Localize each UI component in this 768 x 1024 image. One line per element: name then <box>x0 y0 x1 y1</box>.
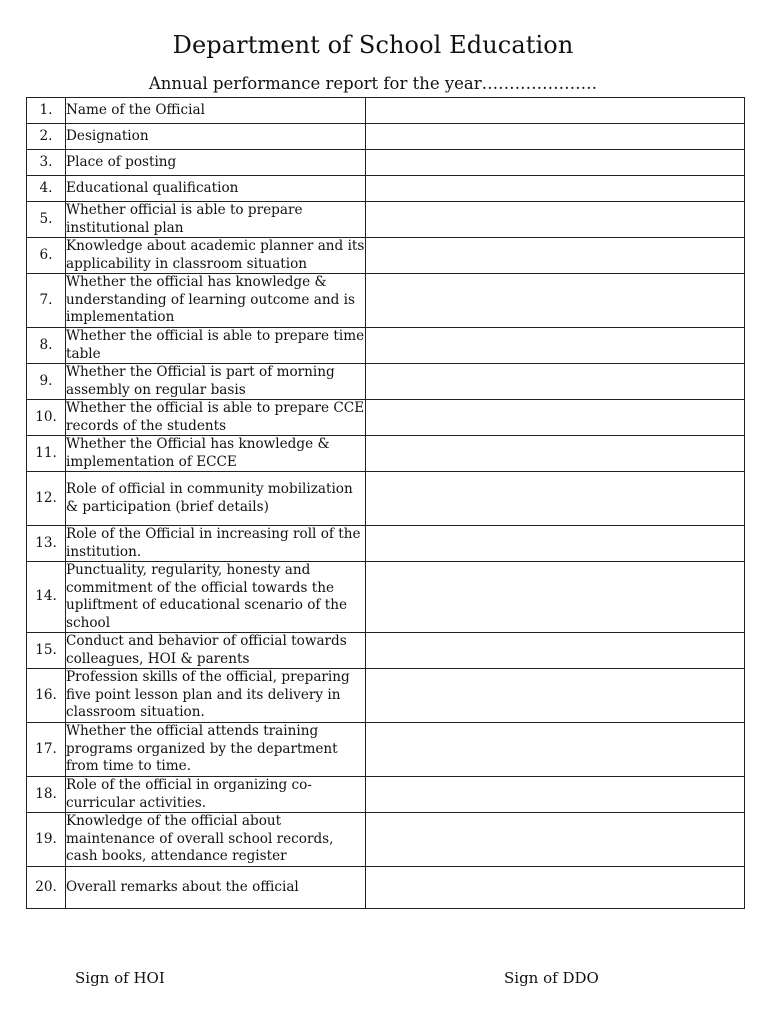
row-number: 13. <box>27 526 66 562</box>
row-label: Whether the official is able to prepare time table <box>66 328 365 362</box>
row-label: Knowledge of the official about maintenance of overall school records, cash books, attendance register <box>66 813 366 867</box>
row-value-field[interactable] <box>366 633 745 669</box>
sign-of-ddo-label: Sign of DDO <box>504 969 599 987</box>
row-value-field[interactable] <box>366 669 745 723</box>
row-number: 14. <box>27 562 66 633</box>
table-row <box>27 669 745 723</box>
table-row <box>27 202 745 238</box>
row-value-field[interactable] <box>366 472 745 526</box>
row-number: 2. <box>27 124 66 150</box>
row-number: 11. <box>27 436 66 472</box>
row-label: Designation <box>66 124 366 150</box>
row-label: Place of posting <box>66 150 366 176</box>
row-label: Whether the official attends training programs organized by the department from time to time. <box>66 723 366 777</box>
table-row <box>27 400 745 436</box>
report-table <box>26 97 745 909</box>
page-subtitle: Annual performance report for the year………………… <box>148 74 598 93</box>
row-label: Role of official in community mobilization & participation (brief details) <box>66 472 366 526</box>
row-number: 12. <box>27 472 66 526</box>
row-value-field[interactable] <box>366 562 745 633</box>
row-number: 3. <box>27 150 66 176</box>
row-value-field[interactable] <box>366 813 745 867</box>
row-number: 5. <box>27 202 66 238</box>
table-row <box>27 364 745 400</box>
table-row <box>27 867 745 909</box>
table-row <box>27 176 745 202</box>
row-value-field[interactable] <box>366 150 745 176</box>
row-value-field[interactable] <box>366 777 745 813</box>
row-label: Role of the official in organizing co-curricular activities. <box>66 777 366 813</box>
row-number: 20. <box>27 867 66 909</box>
row-value-field[interactable] <box>366 274 745 328</box>
row-number: 15. <box>27 633 66 669</box>
row-label: Whether the official has knowledge & understanding of learning outcome and is implementation <box>66 274 366 328</box>
table-row <box>27 150 745 176</box>
row-label: Overall remarks about the official <box>66 867 366 909</box>
row-value-field[interactable] <box>366 526 745 562</box>
row-value-field[interactable] <box>366 176 745 202</box>
row-number: 17. <box>27 723 66 777</box>
table-row <box>27 723 745 777</box>
sign-of-hoi-label: Sign of HOI <box>75 969 165 987</box>
row-label: Knowledge about academic planner and its applicability in classroom situation <box>66 238 365 272</box>
table-row <box>27 274 745 328</box>
table-row <box>27 633 745 669</box>
table-row <box>27 238 745 274</box>
row-number: 8. <box>27 328 66 364</box>
row-value-field[interactable] <box>366 238 745 274</box>
row-label: Name of the Official <box>66 98 366 124</box>
row-label: Educational qualification <box>66 176 366 202</box>
row-number: 19. <box>27 813 66 867</box>
row-label: Whether the Official is part of morning assembly on regular basis <box>66 364 366 400</box>
row-value-field[interactable] <box>366 98 745 124</box>
row-label: Role of the Official in increasing roll of the institution. <box>66 526 366 562</box>
row-label: Punctuality, regularity, honesty and commitment of the official towards the upliftment of educational scenario of the school <box>66 562 366 633</box>
table-row <box>27 124 745 150</box>
table-row <box>27 472 745 526</box>
table-row <box>27 328 745 364</box>
row-value-field[interactable] <box>366 867 745 909</box>
row-value-field[interactable] <box>366 202 745 238</box>
row-number: 4. <box>27 176 66 202</box>
row-number: 18. <box>27 777 66 813</box>
row-number: 1. <box>27 98 66 124</box>
table-row <box>27 98 745 124</box>
row-value-field[interactable] <box>366 723 745 777</box>
row-number: 7. <box>27 274 66 328</box>
row-number: 9. <box>27 364 66 400</box>
row-number: 6. <box>27 238 66 274</box>
row-value-field[interactable] <box>366 328 745 364</box>
row-label: Whether the official is able to prepare CCE records of the students <box>66 400 365 434</box>
page-title: Department of School Education <box>172 31 574 59</box>
table-row <box>27 562 745 633</box>
row-label: Profession skills of the official, preparing five point lesson plan and its delivery in classroom situation. <box>66 669 366 723</box>
row-label: Conduct and behavior of official towards colleagues, HOI & parents <box>66 633 366 669</box>
row-value-field[interactable] <box>366 400 745 436</box>
table-row <box>27 813 745 867</box>
row-number: 10. <box>27 400 66 436</box>
row-value-field[interactable] <box>366 364 745 400</box>
row-value-field[interactable] <box>366 124 745 150</box>
table-row <box>27 526 745 562</box>
row-value-field[interactable] <box>366 436 745 472</box>
table-row <box>27 436 745 472</box>
row-label: Whether the Official has knowledge & implementation of ECCE <box>66 436 366 472</box>
row-number: 16. <box>27 669 66 723</box>
table-row <box>27 777 745 813</box>
row-label: Whether official is able to prepare institutional plan <box>66 202 366 238</box>
